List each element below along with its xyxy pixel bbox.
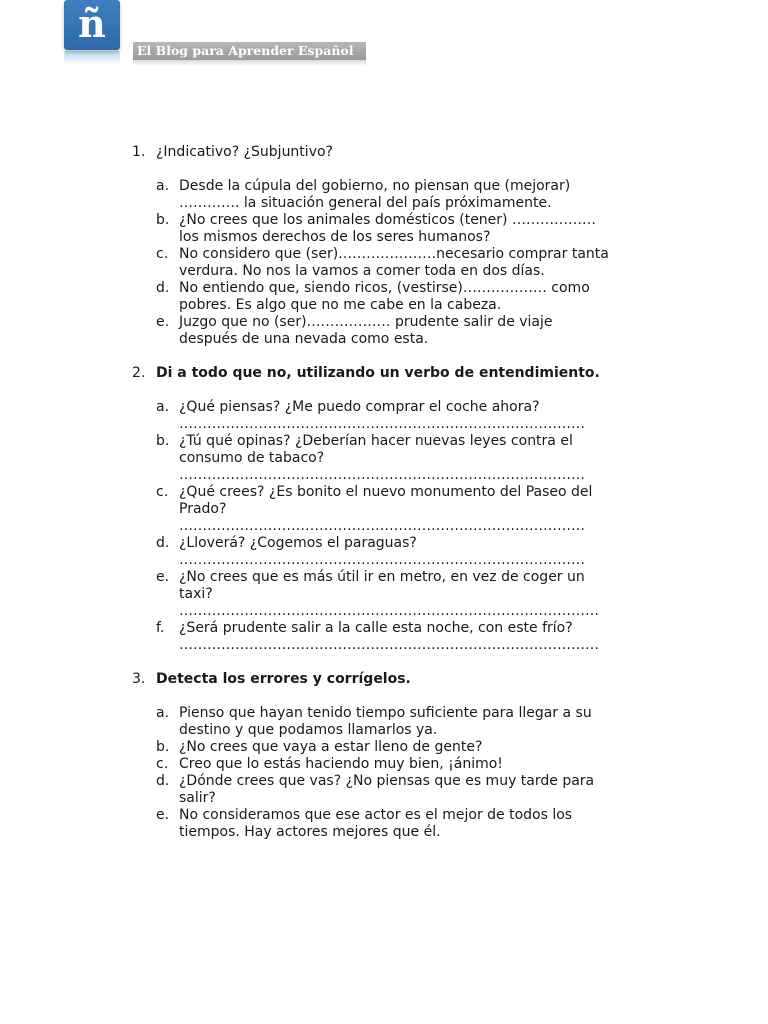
- item-line: Desde la cúpula del gobierno, no piensan que (mejorar): [179, 178, 571, 194]
- item-letter: a.: [156, 705, 170, 721]
- item-letter: e.: [156, 314, 170, 330]
- item-line: …………. la situación general del país próximamente.: [179, 195, 552, 211]
- item-line: No considero que (ser)…………………necesario comprar tanta: [179, 246, 609, 262]
- section-1-exercise-list: [132, 178, 672, 348]
- item-line: ¿Tú qué opinas? ¿Deberían hacer nuevas leyes contra el: [179, 433, 573, 449]
- item-line: Prado?: [179, 501, 227, 517]
- item-letter: c.: [156, 756, 169, 772]
- item-line: ¿No crees que los animales domésticos (tener) ………………: [179, 212, 596, 228]
- section-3-heading: [132, 671, 672, 688]
- item-line: verdura. No nos la vamos a comer toda en dos días.: [179, 263, 545, 279]
- banner-reflection: [133, 60, 366, 66]
- section-title: Detecta los errores y corrígelos.: [156, 671, 411, 687]
- list-item: [132, 399, 672, 433]
- list-item: [132, 773, 672, 807]
- list-item: [132, 246, 672, 280]
- list-item: [132, 569, 672, 620]
- item-line: ¿Qué crees? ¿Es bonito el nuevo monumento del Paseo del: [179, 484, 593, 500]
- blog-name-banner[interactable]: [133, 42, 366, 60]
- item-letter: b.: [156, 433, 170, 449]
- section-1-heading: [132, 144, 672, 161]
- section-number: 3.: [132, 671, 146, 687]
- list-item: [132, 178, 672, 212]
- list-item: [132, 705, 672, 739]
- item-line: Pienso que hayan tenido tiempo suficiente para llegar a su: [179, 705, 592, 721]
- answer-blank: ……………………………………………………………………………: [179, 552, 585, 568]
- item-line: Creo que lo estás haciendo muy bien, ¡ánimo!: [179, 756, 503, 772]
- section-2-exercise-list: [132, 399, 672, 654]
- item-letter: e.: [156, 569, 170, 585]
- list-item: [132, 212, 672, 246]
- list-item: [132, 807, 672, 841]
- item-line: pobres. Es algo que no me cabe en la cabeza.: [179, 297, 502, 313]
- logo-reflection: [64, 51, 120, 65]
- list-item: [132, 314, 672, 348]
- item-letter: a.: [156, 399, 170, 415]
- item-line: ¿Qué piensas? ¿Me puedo comprar el coche ahora?: [179, 399, 540, 415]
- list-item: [132, 484, 672, 535]
- item-line: ¿No crees que vaya a estar lleno de gente?: [179, 739, 483, 755]
- answer-blank: ……………………………………………………………………………: [179, 467, 585, 483]
- item-line: ¿Será prudente salir a la calle esta noche, con este frío?: [179, 620, 573, 636]
- item-line: No entiendo que, siendo ricos, (vestirse)……………… como: [179, 280, 590, 296]
- item-line: ¿Lloverá? ¿Cogemos el paraguas?: [179, 535, 417, 551]
- item-line: No consideramos que ese actor es el mejor de todos los: [179, 807, 573, 823]
- section-3-exercise-list: [132, 705, 672, 841]
- section-number: 1.: [132, 144, 146, 160]
- list-item: [132, 756, 672, 773]
- list-item: [132, 280, 672, 314]
- answer-blank: ……………………………………………………………………………: [179, 518, 585, 534]
- section-title: Di a todo que no, utilizando un verbo de entendimiento.: [156, 365, 600, 381]
- logo-glyph: ñ: [78, 1, 106, 46]
- item-letter: d.: [156, 280, 170, 296]
- item-letter: b.: [156, 212, 170, 228]
- item-letter: c.: [156, 246, 169, 262]
- list-item: [132, 535, 672, 569]
- item-line: después de una nevada como esta.: [179, 331, 429, 347]
- section-title: ¿Indicativo? ¿Subjuntivo?: [156, 144, 333, 160]
- item-line: ¿No crees que es más útil ir en metro, en vez de coger un: [179, 569, 585, 585]
- list-item: [132, 620, 672, 654]
- answer-blank: ……………………………………………………………………………: [179, 416, 585, 432]
- worksheet-content: [132, 144, 672, 858]
- answer-blank: ………………………………………………………………………………: [179, 603, 599, 619]
- item-letter: d.: [156, 535, 170, 551]
- list-item: [132, 433, 672, 484]
- section-2-heading: [132, 365, 672, 382]
- item-line: ¿Dónde crees que vas? ¿No piensas que es muy tarde para: [179, 773, 595, 789]
- item-line: los mismos derechos de los seres humanos?: [179, 229, 491, 245]
- blog-name: El Blog para Aprender Español: [137, 43, 354, 58]
- item-letter: a.: [156, 178, 170, 194]
- item-letter: d.: [156, 773, 170, 789]
- blog-logo[interactable]: [64, 0, 120, 50]
- item-line: salir?: [179, 790, 216, 806]
- item-line: consumo de tabaco?: [179, 450, 325, 466]
- item-letter: f.: [156, 620, 165, 636]
- item-letter: e.: [156, 807, 170, 823]
- answer-blank: ………………………………………………………………………………: [179, 637, 599, 653]
- item-line: Juzgo que no (ser)……………… prudente salir de viaje: [179, 314, 553, 330]
- item-letter: b.: [156, 739, 170, 755]
- item-letter: c.: [156, 484, 169, 500]
- list-item: [132, 739, 672, 756]
- item-line: destino y que podamos llamarlos ya.: [179, 722, 438, 738]
- section-number: 2.: [132, 365, 146, 381]
- item-line: tiempos. Hay actores mejores que él.: [179, 824, 441, 840]
- item-line: taxi?: [179, 586, 213, 602]
